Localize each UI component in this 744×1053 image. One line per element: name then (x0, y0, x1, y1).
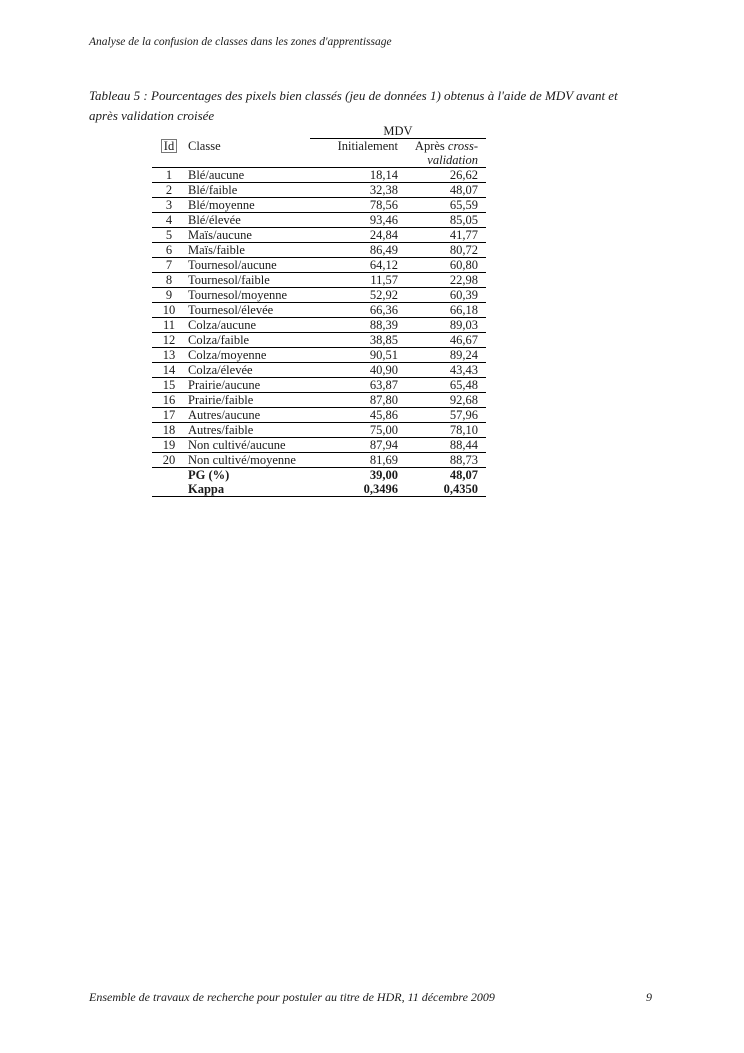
row-init: 86,49 (310, 243, 400, 258)
row-id: 3 (152, 198, 186, 213)
row-init: 88,39 (310, 318, 400, 333)
row-classe: Tournesol/aucune (186, 258, 310, 273)
row-classe: Prairie/aucune (186, 378, 310, 393)
col-header-classe: Classe (186, 139, 310, 168)
group-header-row (152, 124, 486, 139)
table-row (152, 303, 486, 318)
row-cv: 89,03 (400, 318, 486, 333)
row-id: 4 (152, 213, 186, 228)
row-id: 1 (152, 168, 186, 183)
row-init: 93,46 (310, 213, 400, 228)
row-classe: Colza/aucune (186, 318, 310, 333)
table-head (152, 124, 486, 168)
row-id: 8 (152, 273, 186, 288)
row-id: 13 (152, 348, 186, 363)
row-cv: 88,44 (400, 438, 486, 453)
row-classe: Colza/élevée (186, 363, 310, 378)
table-body (152, 168, 486, 497)
row-id: 5 (152, 228, 186, 243)
row-cv: 80,72 (400, 243, 486, 258)
summary-cv: 48,07 (449, 468, 478, 482)
table-row (152, 183, 486, 198)
row-id: 18 (152, 423, 186, 438)
row-classe: Non cultivé/moyenne (186, 453, 310, 468)
row-init: 75,00 (310, 423, 400, 438)
table-row (152, 423, 486, 438)
table-row (152, 453, 486, 468)
row-classe: Blé/élevée (186, 213, 310, 228)
row-classe: Maïs/faible (186, 243, 310, 258)
cross-validation-label: cross-validation (427, 139, 478, 167)
summary-row (152, 482, 486, 497)
row-classe: Blé/moyenne (186, 198, 310, 213)
row-cv: 85,05 (400, 213, 486, 228)
results-table (152, 124, 486, 497)
page-number: 9 (646, 990, 652, 1004)
row-init: 63,87 (310, 378, 400, 393)
row-id: 19 (152, 438, 186, 453)
row-cv: 60,80 (400, 258, 486, 273)
group-header-mdv: MDV (310, 124, 486, 139)
row-cv: 26,62 (400, 168, 486, 183)
table-row (152, 393, 486, 408)
table-row (152, 318, 486, 333)
row-cv: 22,98 (400, 273, 486, 288)
row-classe: Autres/aucune (186, 408, 310, 423)
table-container (152, 124, 486, 497)
row-cv: 41,77 (400, 228, 486, 243)
row-init: 90,51 (310, 348, 400, 363)
table-row (152, 438, 486, 453)
table-row (152, 333, 486, 348)
table-row (152, 213, 486, 228)
row-id: 20 (152, 453, 186, 468)
row-init: 78,56 (310, 198, 400, 213)
row-id: 6 (152, 243, 186, 258)
row-id: 10 (152, 303, 186, 318)
table-row (152, 378, 486, 393)
row-classe: Prairie/faible (186, 393, 310, 408)
row-id: 9 (152, 288, 186, 303)
row-init: 87,94 (310, 438, 400, 453)
row-id: 17 (152, 408, 186, 423)
row-init: 66,36 (310, 303, 400, 318)
row-cv: 57,96 (400, 408, 486, 423)
row-cv: 48,07 (400, 183, 486, 198)
table-row (152, 363, 486, 378)
col-header-initialement: Initialement (310, 139, 400, 168)
row-classe: Tournesol/faible (186, 273, 310, 288)
col-header-id (152, 139, 186, 168)
table-caption: Tableau 5 : Pourcentages des pixels bien classés (jeu de données 1) obtenus à l'aide de MDV avant et après validation croisée (89, 88, 618, 123)
row-classe: Blé/aucune (186, 168, 310, 183)
row-id: 16 (152, 393, 186, 408)
row-cv: 88,73 (400, 453, 486, 468)
row-init: 11,57 (310, 273, 400, 288)
row-classe: Non cultivé/aucune (186, 438, 310, 453)
row-init: 81,69 (310, 453, 400, 468)
row-init: 32,38 (310, 183, 400, 198)
row-init: 52,92 (310, 288, 400, 303)
row-init: 24,84 (310, 228, 400, 243)
row-cv: 92,68 (400, 393, 486, 408)
summary-label: PG (%) (188, 468, 230, 482)
table-row (152, 198, 486, 213)
col-header-apres (400, 139, 486, 168)
row-id: 12 (152, 333, 186, 348)
summary-spacer (152, 482, 186, 497)
summary-label: Kappa (186, 482, 310, 497)
row-init: 45,86 (310, 408, 400, 423)
row-classe: Tournesol/moyenne (186, 288, 310, 303)
footer-text: Ensemble de travaux de recherche pour postuler au titre de HDR, 11 décembre 2009 (89, 990, 495, 1004)
row-init: 40,90 (310, 363, 400, 378)
row-classe: Colza/moyenne (186, 348, 310, 363)
row-init: 38,85 (310, 333, 400, 348)
row-init: 64,12 (310, 258, 400, 273)
row-id: 2 (152, 183, 186, 198)
table-row (152, 258, 486, 273)
row-cv: 65,48 (400, 378, 486, 393)
row-id: 14 (152, 363, 186, 378)
group-header-spacer (152, 124, 310, 139)
summary-cv: 0,4350 (400, 482, 486, 497)
table-row (152, 273, 486, 288)
row-classe: Tournesol/élevée (186, 303, 310, 318)
row-cv: 89,24 (400, 348, 486, 363)
summary-init: 0,3496 (310, 482, 400, 497)
row-classe: Autres/faible (186, 423, 310, 438)
summary-row (152, 468, 486, 483)
row-id: 7 (152, 258, 186, 273)
row-init: 87,80 (310, 393, 400, 408)
row-cv: 46,67 (400, 333, 486, 348)
id-header-box: Id (161, 139, 177, 153)
table-row (152, 408, 486, 423)
row-id: 11 (152, 318, 186, 333)
row-classe: Colza/faible (186, 333, 310, 348)
running-header: Analyse de la confusion de classes dans les zones d'apprentissage (89, 36, 392, 48)
table-row (152, 348, 486, 363)
table-row (152, 228, 486, 243)
summary-init: 39,00 (369, 468, 398, 482)
column-header-row (152, 139, 486, 168)
row-init: 18,14 (310, 168, 400, 183)
table-row (152, 168, 486, 183)
row-cv: 65,59 (400, 198, 486, 213)
row-classe: Blé/faible (186, 183, 310, 198)
row-cv: 60,39 (400, 288, 486, 303)
row-cv: 43,43 (400, 363, 486, 378)
row-id: 15 (152, 378, 186, 393)
apres-label: Après (414, 139, 448, 153)
table-row (152, 288, 486, 303)
row-cv: 66,18 (400, 303, 486, 318)
row-classe: Maïs/aucune (186, 228, 310, 243)
table-row (152, 243, 486, 258)
summary-spacer (152, 468, 186, 483)
row-cv: 78,10 (400, 423, 486, 438)
